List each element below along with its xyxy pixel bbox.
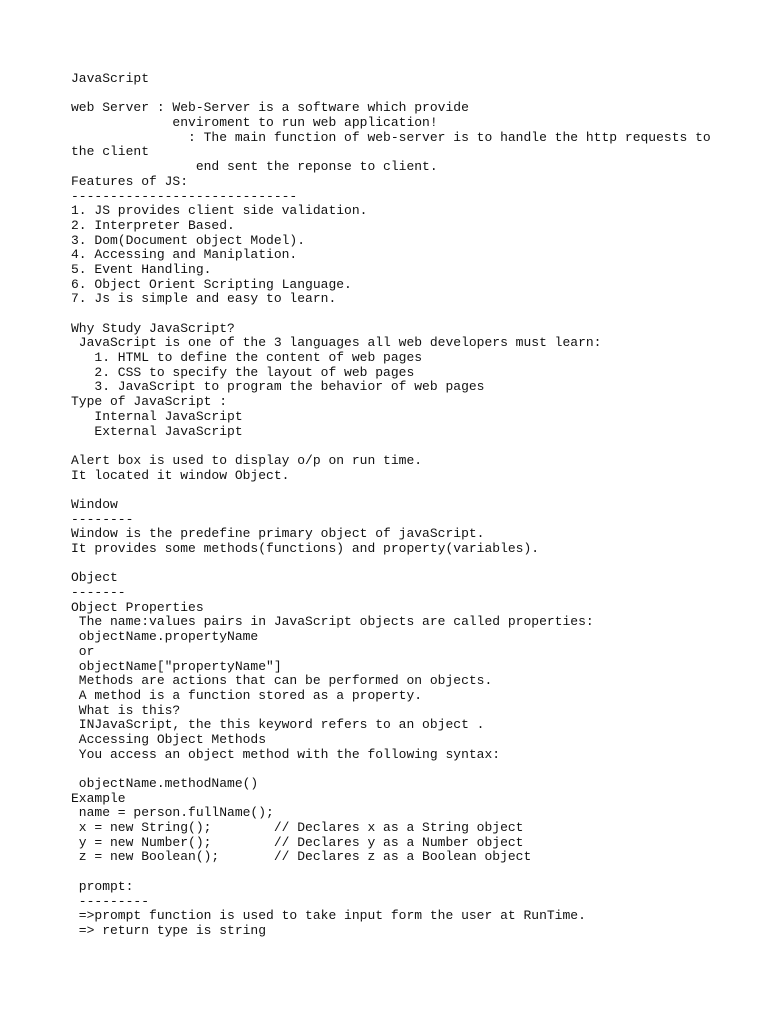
- feature-item: 3. Dom(Document object Model).: [71, 232, 306, 248]
- alert-text: Alert box is used to display o/p on run time.: [71, 452, 423, 468]
- blank-line: [71, 307, 711, 322]
- object-text: What is this?: [71, 702, 181, 718]
- web-server-function-wrap: the client: [71, 144, 150, 160]
- object-heading: Object: [71, 570, 118, 586]
- code-line: x = new String(); // Declares x as a String object: [71, 820, 524, 836]
- document-page: [71, 72, 711, 939]
- web-server-function: : The main function of web-server is to handle the http requests to: [71, 129, 711, 145]
- object-text: or: [71, 643, 95, 659]
- object-text: The name:values pairs in JavaScript objects are called properties:: [71, 614, 594, 630]
- feature-item: 4. Accessing and Maniplation.: [71, 247, 298, 263]
- window-text: Window is the predefine primary object of javaScript.: [71, 526, 485, 542]
- language-item: 3. JavaScript to program the behavior of web pages: [71, 379, 485, 395]
- object-text: Accessing Object Methods: [71, 731, 267, 747]
- blank-line: [71, 865, 711, 880]
- prompt-heading: prompt:: [71, 878, 134, 894]
- type-item: Internal JavaScript: [71, 408, 243, 424]
- prompt-underline: ---------: [71, 893, 150, 909]
- blank-line: [71, 439, 711, 454]
- web-server-function-cont: end sent the reponse to client.: [71, 159, 438, 175]
- object-properties-heading: Object Properties: [71, 599, 204, 615]
- blank-line: [71, 483, 711, 498]
- doc-title: JavaScript: [71, 71, 150, 86]
- object-underline: -------: [71, 585, 126, 601]
- blank-line: [71, 762, 711, 777]
- features-heading: Features of JS:: [71, 173, 189, 189]
- feature-item: 2. Interpreter Based.: [71, 217, 235, 233]
- window-underline: --------: [71, 511, 134, 527]
- alert-text: It located it window Object.: [71, 467, 290, 483]
- code-line: objectName.methodName(): [71, 776, 259, 791]
- object-text: INJavaScript, the this keyword refers to an object .: [71, 717, 485, 733]
- why-study-text: JavaScript is one of the 3 languages all web developers must learn:: [71, 335, 602, 351]
- object-text: Methods are actions that can be performed on objects.: [71, 673, 493, 689]
- why-study-heading: Why Study JavaScript?: [71, 320, 235, 336]
- code-line: name = person.fullName();: [71, 805, 274, 821]
- web-server-definition: web Server : Web-Server is a software which provide: [71, 100, 469, 116]
- feature-item: 7. Js is simple and easy to learn.: [71, 291, 337, 307]
- window-text: It provides some methods(functions) and property(variables).: [71, 541, 540, 556]
- code-line: z = new Boolean(); // Declares z as a Boolean object: [71, 849, 532, 865]
- features-underline: -----------------------------: [71, 188, 298, 204]
- code-line: y = new Number(); // Declares y as a Number object: [71, 834, 524, 850]
- type-item: External JavaScript: [71, 423, 243, 439]
- prompt-text: =>prompt function is used to take input form the user at RunTime.: [71, 908, 586, 924]
- object-text: objectName["propertyName"]: [71, 658, 282, 674]
- web-server-definition-cont: enviroment to run web application!: [71, 115, 438, 131]
- object-text: You access an object method with the following syntax:: [71, 746, 501, 762]
- types-heading: Type of JavaScript :: [71, 394, 228, 410]
- feature-item: 1. JS provides client side validation.: [71, 203, 368, 219]
- blank-line: [71, 557, 711, 572]
- feature-item: 6. Object Orient Scripting Language.: [71, 276, 352, 292]
- window-heading: Window: [71, 496, 118, 512]
- example-heading: Example: [71, 790, 126, 806]
- language-item: 1. HTML to define the content of web pages: [71, 350, 423, 366]
- object-text: objectName.propertyName: [71, 629, 259, 645]
- object-text: A method is a function stored as a property.: [71, 687, 423, 703]
- feature-item: 5. Event Handling.: [71, 261, 212, 277]
- blank-line: [71, 87, 711, 102]
- prompt-text: => return type is string: [71, 922, 267, 938]
- language-item: 2. CSS to specify the layout of web pages: [71, 364, 415, 380]
